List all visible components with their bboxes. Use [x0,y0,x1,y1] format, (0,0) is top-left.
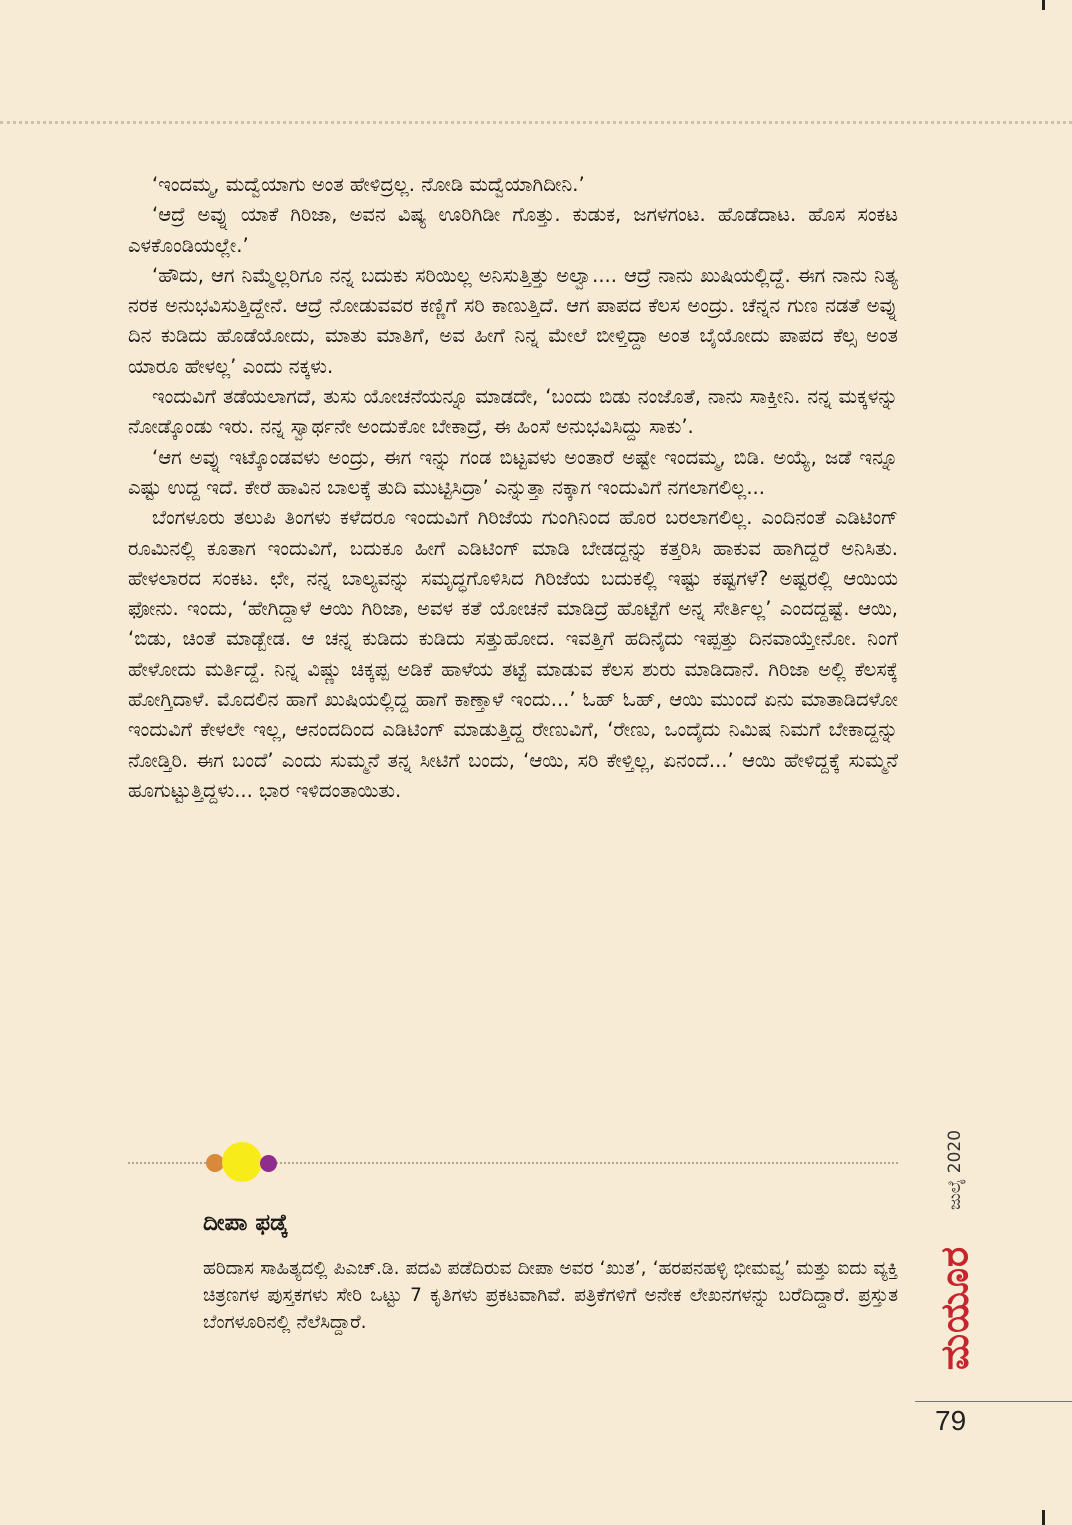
magazine-logo [930,1238,980,1378]
story-paragraph: ‘ಆಗ ಅವ್ನು ಇಟ್ಕೊಂಡವಳು ಅಂದ್ರು, ಈಗ ಇನ್ನು ಗಂಡ ಬಿಟ್ಟವಳು ಅಂತಾರೆ ಅಷ್ಟೇ ಇಂದಮ್ಮ, ಬಿಡಿ. ಅಯ್ಯೆ, ಜಡೆ ಇನ್ನೂ ಎಷ್ಟು ಉದ್ದ ಇದೆ. ಕೇರೆ ಹಾವಿನ ಬಾಲಕ್ಕೆ ತುದಿ ಮುಟ್ಟಿಸಿದ್ರಾ’ ಎನ್ನುತ್ತಾ ನಕ್ಕಾಗ ಇಂದುವಿಗೆ ನಗಲಾಗಲಿಲ್ಲ... [128,445,898,499]
story-paragraph: ‘ಹೌದು, ಆಗ ನಿಮ್ಮೆಲ್ಲರಿಗೂ ನನ್ನ ಬದುಕು ಸರಿಯಿಲ್ಲ ಅನಿಸುತ್ತಿತ್ತು ಅಲ್ವಾ.... ಆದ್ರೆ ನಾನು ಖುಷಿಯಲ್ಲಿದ್ದೆ. ಈಗ ನಾನು ನಿತ್ಯ ನರಕ ಅನುಭವಿಸುತ್ತಿದ್ದೇನೆ. ಆದ್ರೆ ನೋಡುವವರ ಕಣ್ಣಿಗೆ ಸರಿ ಕಾಣುತ್ತಿದೆ. ಆಗ ಪಾಪದ ಕೆಲಸ ಅಂದ್ರು. ಚೆನ್ನನ ಗುಣ ನಡತೆ ಅವ್ನು ದಿನ ಕುಡಿದು ಹೊಡೆಯೋದು, ಮಾತು ಮಾತಿಗೆ, ಅವ ಹೀಗೆ ನಿನ್ನ ಮೇಲೆ ಬೀಳ್ತಿದ್ದಾ ಅಂತ ಬೈಯೋದು ಪಾಪದ ಕೆಲ್ಸ ಅಂತ ಯಾರೂ ಹೇಳಲ್ಲ’ ಎಂದು ನಕ್ಕಳು. [128,263,898,378]
crop-mark-bottom-right [1042,1510,1045,1525]
story-paragraph: ಇಂದುವಿಗೆ ತಡೆಯಲಾಗದೆ, ತುಸು ಯೋಚನೆಯನ್ನೂ ಮಾಡದೇ, ‘ಬಂದು ಬಿಡು ನಂಜೊತೆ, ನಾನು ಸಾಕ್ತೀನಿ. ನನ್ನ ಮಕ್ಕಳನ್ನು ನೋಡ್ಕೊಂಡು ಇರು. ನನ್ನ ಸ್ವಾರ್ಥನೇ ಅಂದುಕೋ ಬೇಕಾದ್ರೆ, ಈ ಹಿಂಸೆ ಅನುಭವಿಸಿದ್ದು ಸಾಕು’. [128,385,898,439]
story-body [128,170,898,806]
story-paragraph: ‘ಆದ್ರೆ ಅವ್ನು ಯಾಕೆ ಗಿರಿಜಾ, ಅವನ ವಿಷ್ಯ ಊರಿಗಿಡೀ ಗೊತ್ತು. ಕುಡುಕ, ಜಗಳಗಂಟ. ಹೊಡೆದಾಟ. ಹೊಸ ಸಂಕಟ ಎಳಕೊಂಡಿಯಲ್ಲೇ.’ [128,203,898,257]
author-name: ದೀಪಾ ಫಡ್ಕೆ [203,1210,288,1236]
yellow-dot-ornament [222,1142,262,1182]
magazine-logo-text: ಮಯೂರ [932,1245,977,1371]
crop-mark-top-right [1042,0,1045,10]
page-number: 79 [935,1405,967,1436]
issue-date-label: ಜುಲೈ 2020 [945,1129,965,1211]
author-bio: ಹರಿದಾಸ ಸಾಹಿತ್ಯದಲ್ಲಿ ಪಿಎಚ್.ಡಿ. ಪದವಿ ಪಡೆದಿರುವ ದೀಪಾ ಅವರ ‘ಖುತ’, ‘ಹರಪನಹಳ್ಳಿ ಭೀಮವ್ವ’ ಮತ್ತು ಐದು ವ್ಯಕ್ತಿ ಚಿತ್ರಣಗಳ ಪುಸ್ತಕಗಳು ಸೇರಿ ಒಟ್ಟು 7 ಕೃತಿಗಳು ಪ್ರಕಟವಾಗಿವೆ. ಪತ್ರಿಕೆಗಳಿಗೆ ಅನೇಕ ಲೇಖನಗಳನ್ನು ಬರೆದಿದ್ದಾರೆ. ಪ್ರಸ್ತುತ ಬೆಂಗಳೂರಿನಲ್ಲಿ ನೆಲೆಸಿದ್ದಾರೆ. [203,1258,898,1333]
page-number-rule [915,1401,1072,1402]
section-divider [128,1160,898,1166]
story-paragraph: ‘ಇಂದಮ್ಮ, ಮದ್ವೆಯಾಗು ಅಂತ ಹೇಳಿದ್ರಲ್ಲ. ನೋಡಿ ಮದ್ವೆಯಾಗಿದೀನಿ.’ [152,173,585,196]
purple-dot-ornament [260,1155,277,1172]
issue-date [935,1115,975,1225]
story-paragraph: ಬೆಂಗಳೂರು ತಲುಪಿ ತಿಂಗಳು ಕಳೆದರೂ ಇಂದುವಿಗೆ ಗಿರಿಜೆಯ ಗುಂಗಿನಿಂದ ಹೊರ ಬರಲಾಗಲಿಲ್ಲ. ಎಂದಿನಂತೆ ಎಡಿಟಿಂಗ್ ರೂಮಿನಲ್ಲಿ ಕೂತಾಗ ಇಂದುವಿಗೆ, ಬದುಕೂ ಹೀಗೆ ಎಡಿಟಿಂಗ್ ಮಾಡಿ ಬೇಡದ್ದನ್ನು ಕತ್ತರಿಸಿ ಹಾಕುವ ಹಾಗಿದ್ದರೆ ಅನಿಸಿತು. ಹೇಳಲಾರದ ಸಂಕಟ. ಛೇ, ನನ್ನ ಬಾಲ್ಯವನ್ನು ಸಮೃದ್ಧಗೊಳಿಸಿದ ಗಿರಿಜೆಯ ಬದುಕಲ್ಲಿ ಇಷ್ಟು ಕಷ್ಟಗಳೆ? ಅಷ್ಟರಲ್ಲಿ ಆಯಿಯ ಫೋನು. ಇಂದು, ‘ಹೇಗಿದ್ದಾಳೆ ಆಯಿ ಗಿರಿಜಾ, ಅವಳ ಕತೆ ಯೋಚನೆ ಮಾಡಿದ್ರೆ ಹೊಟ್ಟೆಗೆ ಅನ್ನ ಸೇರ್ತಿಲ್ಲ’ ಎಂದದ್ದಷ್ಟೆ. ಆಯಿ, ‘ಬಿಡು, ಚಿಂತೆ ಮಾಡ್ಬೇಡ. ಆ ಚನ್ನ ಕುಡಿದು ಕುಡಿದು ಸತ್ತುಹೋದ. ಇವತ್ತಿಗೆ ಹದಿನೈದು ಇಪ್ಪತ್ತು ದಿನವಾಯ್ತೇನೋ. ನಿಂಗೆ ಹೇಳೋದು ಮರ್ತಿದ್ದೆ. ನಿನ್ನ ವಿಷ್ಣು ಚಿಕ್ಕಪ್ಪ ಅಡಿಕೆ ಹಾಳೆಯ ತಟ್ಟೆ ಮಾಡುವ ಕೆಲಸ ಶುರು ಮಾಡಿದಾನೆ. ಗಿರಿಜಾ ಅಲ್ಲಿ ಕೆಲಸಕ್ಕೆ ಹೋಗ್ತಿದಾಳೆ. ಮೊದಲಿನ ಹಾಗೆ ಖುಷಿಯಲ್ಲಿದ್ದ ಹಾಗೆ ಕಾಣ್ತಾಳೆ ಇಂದು...’ ಓಹ್ ಓಹ್, ಆಯಿ ಮುಂದೆ ಏನು ಮಾತಾಡಿದಳೋ ಇಂದುವಿಗೆ ಕೇಳಲೇ ಇಲ್ಲ, ಆನಂದದಿಂದ ಎಡಿಟಿಂಗ್ ಮಾಡುತ್ತಿದ್ದ ರೇಣುವಿಗೆ, ‘ರೇಣು, ಒಂದೈದು ನಿಮಿಷ ನಿಮಗೆ ಬೇಕಾದ್ದನ್ನು ನೋಡ್ತಿರಿ. ಈಗ ಬಂದೆ’ ಎಂದು ಸುಮ್ಮನೆ ತನ್ನ ಸೀಟಿಗೆ ಬಂದು, ‘ಆಯಿ, ಸರಿ ಕೇಳ್ತಿಲ್ಲ, ಏನಂದೆ...’ ಆಯಿ ಹೇಳಿದ್ದಕ್ಕೆ ಸುಮ್ಮನೆ ಹೂಗುಟ್ಟುತ್ತಿದ್ದಳು... ಭಾರ ಇಳಿದಂತಾಯಿತು. [128,506,898,802]
top-dotted-rule [0,121,1072,124]
